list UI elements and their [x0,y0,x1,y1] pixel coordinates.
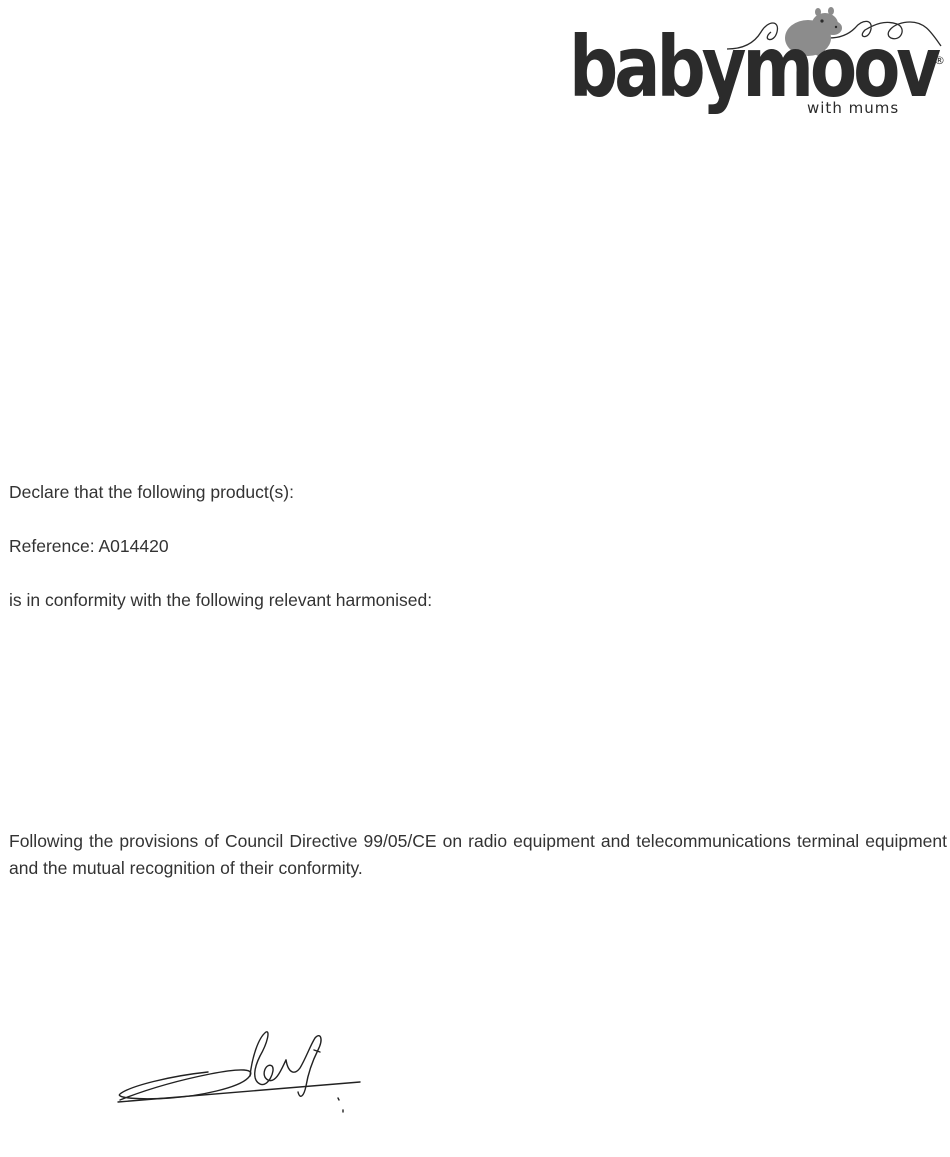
product-reference: Reference: A014420 [9,536,169,556]
conformity-statement: is in conformity with the following relevant harmonised: [9,590,433,610]
brand-wordmark: babymoov [569,18,941,116]
directive-statement: Following the provisions of Council Directive 99/05/CE on radio equipment and telecommunications terminal equipment and the mutual recognition of their conformity. [9,831,947,878]
declaration-intro: Declare that the following product(s): [9,482,294,502]
handwritten-signature [110,1028,370,1118]
brand-tagline: with mums [807,99,900,117]
registered-mark: ® [934,54,945,67]
babymoov-logo [565,2,950,120]
